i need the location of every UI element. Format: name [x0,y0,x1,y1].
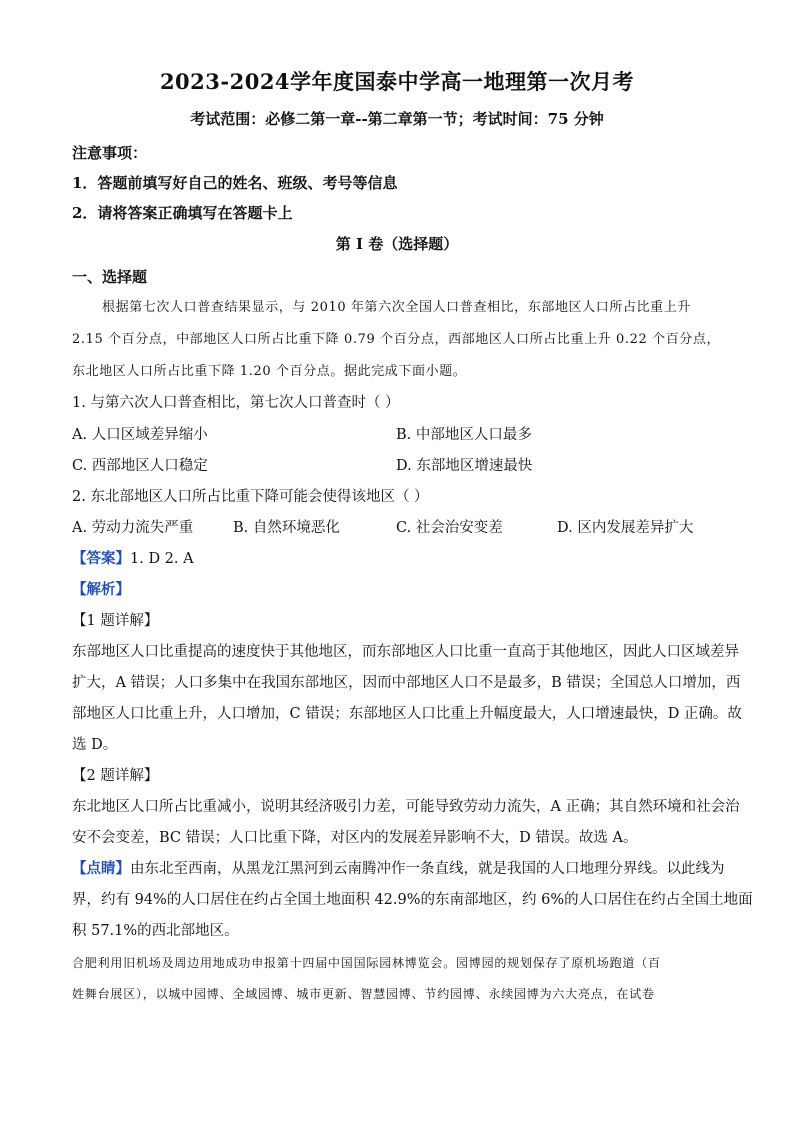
q2-option-a: A. 劳动力流失严重 [72,520,194,536]
passage-line: 东北地区人口所占比重下降 1.20 个百分点。据此完成下面小题。 [72,364,467,379]
notice-item: 1．答题前填写好自己的姓名、班级、考号等信息 [72,174,398,192]
volume-title: 第 I 卷（选择题） [335,235,459,253]
q1-option-d: D. 东部地区增速最快 [396,458,533,474]
detail-1-line: 东部地区人口比重提高的速度快于其他地区，而东部地区人口比重一直高于其他地区，因此人口区域差异 [72,644,739,660]
detail-2-heading: 【2 题详解】 [72,768,159,784]
answer-label: 【答案】 [72,550,130,567]
q2-option-b: B. 自然环境恶化 [233,520,340,536]
q1-option-a: A. 人口区域差异缩小 [72,427,208,443]
detail-1-line: 部地区人口比重上升，人口增加，C 错误；东部地区人口比重上升幅度最大，人口增速最快，D 正确。故 [72,706,742,722]
detail-1-line: 扩大，A 错误；人口多集中在我国东部地区，因而中部地区人口不是最多，B 错误；全国总人口增加，西 [72,675,741,691]
passage-line: 2.15 个百分点，中部地区人口所占比重下降 0.79 个百分点，西部地区人口所占比重上升 0.22 个百分点， [72,332,721,347]
passage-line: 根据第七次人口普查结果显示，与 2010 年第六次全国人口普查相比，东部地区人口所占比重上升 [102,300,691,315]
detail-2-line: 东北地区人口所占比重减小，说明其经济吸引力差，可能导致劳动力流失，A 正确；其自然环境和社会治 [72,799,740,815]
q1-option-c: C. 西部地区人口稳定 [72,458,208,474]
q2-option-d: D. 区内发展差异扩大 [557,520,694,536]
tip-label: 【点睛】 [72,860,130,877]
tip-line: 积 57.1%的西北部地区。 [72,923,239,939]
detail-2-line: 安不会变差，BC 错误；人口比重下降，对区内的发展差异影响不大，D 错误。故选 A。 [72,830,638,846]
exam-title: 2023-2024学年度国泰中学高一地理第一次月考 [159,69,635,94]
q2-option-c: C. 社会治安变差 [396,520,503,536]
detail-1-line: 选 D。 [72,737,118,753]
analysis-label: 【解析】 [72,581,130,598]
tip-text: 由东北至西南，从黑龙江黑河到云南腾冲作一条直线，就是我国的人口地理分界线。以此线为 [130,861,725,877]
section-title: 一、选择题 [72,268,148,286]
detail-1-heading: 【1 题详解】 [72,613,159,629]
q1-option-b: B. 中部地区人口最多 [396,427,532,443]
passage-2-line: 姓舞台展区），以城中园博、全域园博、城市更新、智慧园博、节约园博、永续园博为六大亮点，在试卷 [72,987,655,1001]
notice-item: 2．请将答案正确填写在答题卡上 [72,204,293,222]
answer-line [72,547,194,568]
tip-line: 界，约有 94%的人口居住在约占全国土地面积 42.9%的东南部地区，约 6%的人口居住在约占全国土地面 [72,892,753,908]
notice-heading: 注意事项： [72,144,148,162]
question-1-stem: 1. 与第六次人口普查相比，第七次人口普查时（ ） [72,395,400,411]
answer-text: 1. D 2. A [130,551,194,567]
tip-line [72,857,725,878]
passage-2-line: 合肥利用旧机场及周边用地成功申报第十四届中国国际园林博览会。园博园的规划保存了原机场跑道（百 [72,956,661,970]
exam-subtitle: 考试范围：必修二第一章--第二章第一节；考试时间：75 分钟 [190,110,604,128]
question-2-stem: 2. 东北部地区人口所占比重下降可能会使得该地区（ ） [72,489,429,505]
